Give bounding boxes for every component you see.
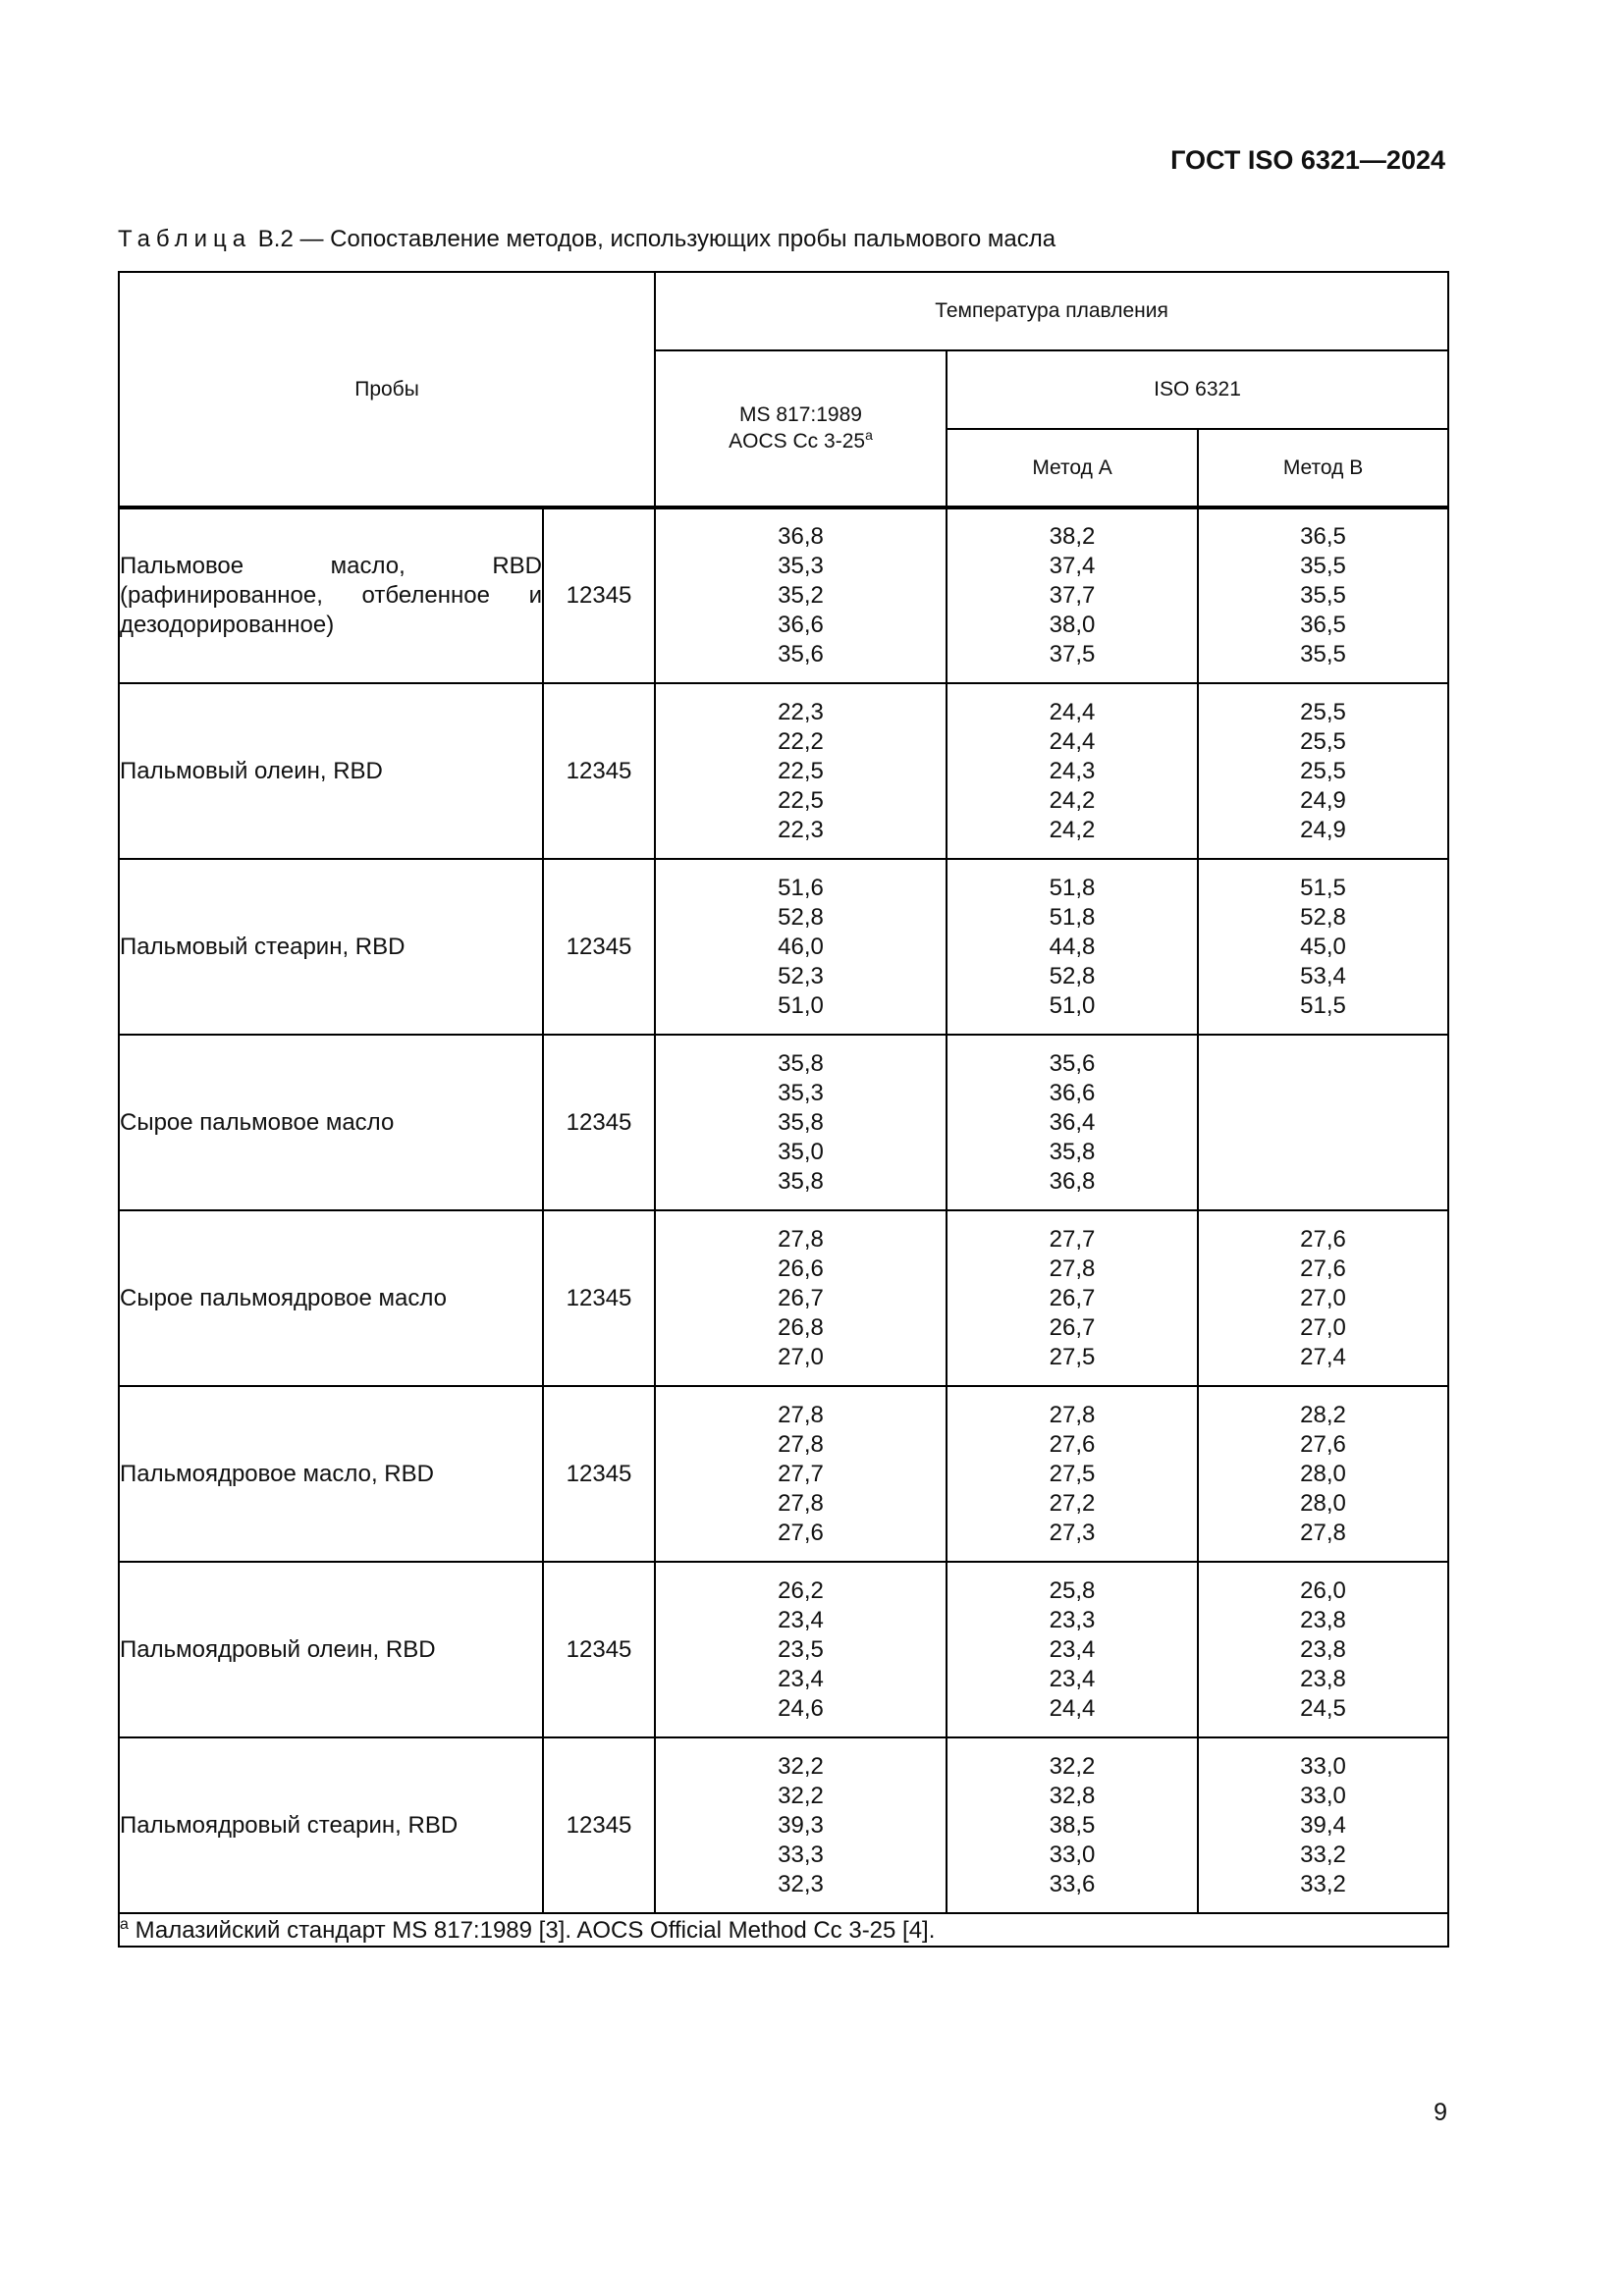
method-b-cell-value: 33,0 [1300,1782,1346,1809]
sample-group-row [119,683,1448,859]
replicate-index-cell [543,1386,655,1562]
replicate-index-cell-value: 2 [578,1284,593,1311]
ms-aocs-cell-value: 24,6 [778,1694,824,1722]
replicate-index-cell-value: 2 [578,757,593,784]
ms-header-footnote-mark: a [865,427,873,443]
replicate-index-cell-value: 4 [605,933,620,960]
method-a-cell-value: 23,3 [1049,1606,1096,1633]
method-a-cell-value: 35,8 [1049,1138,1096,1165]
method-b-cell-value: 33,2 [1300,1870,1346,1897]
sample-group-row [119,1386,1448,1562]
ms-aocs-cell-value: 46,0 [778,933,824,960]
sample-group-row [119,1737,1448,1913]
ms-aocs-cell-value: 23,5 [778,1635,824,1663]
replicate-index-cell-value: 5 [619,582,632,609]
method-b-cell-value: 35,5 [1300,582,1346,609]
method-b-cell-value: 23,8 [1300,1606,1346,1633]
ms-aocs-cell-value: 51,0 [778,991,824,1019]
method-b-cell-value: 27,0 [1300,1284,1346,1311]
iso-6321-header: ISO 6321 [947,350,1448,429]
method-a-header: Метод А [947,429,1198,507]
method-a-cell-value: 37,5 [1049,641,1096,667]
method-a-cell [947,1386,1198,1562]
replicate-index-cell-value: 1 [566,1284,579,1311]
ms-aocs-cell-value: 35,8 [778,1108,824,1136]
sample-name: Сырое пальмоядровое масло [119,1210,543,1386]
method-b-cell-value: 27,6 [1300,1225,1346,1253]
replicate-index-cell-value: 3 [592,1635,606,1663]
method-a-cell-value: 36,6 [1049,1079,1096,1106]
ms-aocs-cell-value: 33,3 [778,1841,824,1868]
method-a-cell-value: 51,8 [1049,903,1096,931]
method-a-cell [947,1035,1198,1210]
replicate-index-cell-value: 1 [566,582,579,609]
ms-aocs-cell-value: 22,2 [778,727,824,755]
method-a-cell-value: 51,0 [1049,991,1096,1019]
method-a-cell-value: 24,4 [1049,727,1096,755]
replicate-index-cell [543,1737,655,1913]
replicate-index-cell-value: 1 [566,1460,579,1487]
method-b-cell-value: 45,0 [1300,933,1346,960]
method-b-cell-value: 25,5 [1300,727,1346,755]
ms-aocs-cell-value: 27,0 [778,1343,824,1370]
method-b-cell-value: 24,5 [1300,1694,1346,1722]
ms-aocs-cell-value: 26,8 [778,1313,824,1341]
method-a-cell [947,507,1198,683]
ms-aocs-cell-value: 22,5 [778,757,824,784]
sample-name: Пальмоядровый олеин, RBD [119,1562,543,1737]
method-a-cell-value: 27,8 [1049,1401,1096,1428]
method-a-cell-value: 38,0 [1049,612,1096,638]
method-b-cell-value: 27,8 [1300,1519,1346,1546]
replicate-index-cell-value: 3 [592,933,606,960]
ms-aocs-cell-value: 39,3 [778,1811,824,1839]
method-a-cell-value: 27,3 [1049,1519,1096,1546]
ms-header-line2: AOCS Cc 3-25 [729,430,866,453]
method-b-cell-value: 51,5 [1300,874,1346,901]
ms-aocs-cell-value: 32,2 [778,1782,824,1809]
method-b-cell-value: 51,5 [1300,991,1346,1019]
ms-aocs-cell-value: 35,2 [778,582,824,609]
ms-aocs-cell-value: 26,2 [778,1576,824,1604]
replicate-index-cell-value: 5 [619,1811,632,1839]
method-a-cell-value: 25,8 [1049,1576,1096,1604]
replicate-index-cell-value: 4 [605,1635,620,1663]
method-b-cell-value: 36,5 [1300,523,1346,550]
ms-aocs-cell [655,1562,947,1737]
ms-aocs-cell [655,1386,947,1562]
method-a-cell-value: 26,7 [1049,1313,1096,1341]
ms-aocs-cell-value: 27,8 [778,1401,824,1428]
replicate-index-cell-value: 4 [605,1108,620,1136]
method-b-cell-value: 53,4 [1300,962,1346,989]
method-b-cell [1198,507,1448,683]
method-b-cell-value: 33,2 [1300,1841,1346,1868]
sample-name: Пальмоядровый стеарин, RBD [119,1737,543,1913]
method-a-cell-value: 36,8 [1049,1167,1096,1195]
ms-aocs-cell-value: 27,6 [778,1519,824,1546]
replicate-index-cell [543,1562,655,1737]
method-a-cell-value: 27,8 [1049,1255,1096,1282]
method-a-cell-value: 36,4 [1049,1108,1096,1136]
ms-aocs-cell-value: 52,8 [778,903,824,931]
sample-group-row [119,1035,1448,1210]
method-a-cell [947,1737,1198,1913]
footnote-mark: a [120,1915,129,1933]
method-b-cell-value: 35,5 [1300,553,1346,579]
ms-aocs-cell-value: 35,6 [778,641,824,667]
ms-aocs-cell-value: 23,4 [778,1606,824,1633]
melting-point-header: Температура плавления [655,272,1448,350]
ms-aocs-cell-value: 23,4 [778,1665,824,1692]
method-b-cell [1198,1210,1448,1386]
method-b-cell [1198,1562,1448,1737]
comparison-table [118,271,1449,1948]
method-a-cell-value: 24,4 [1049,698,1096,725]
ms-aocs-cell-value: 32,3 [778,1870,824,1897]
method-a-cell [947,1562,1198,1737]
method-a-cell-value: 24,3 [1049,757,1096,784]
method-b-cell-value: 27,6 [1300,1255,1346,1282]
method-b-cell [1198,1737,1448,1913]
ms-aocs-cell-value: 35,3 [778,1079,824,1106]
replicate-index-cell-value: 1 [566,1635,579,1663]
method-b-cell-value: 27,0 [1300,1313,1346,1341]
method-b-cell-value: 26,0 [1300,1576,1346,1604]
replicate-index-cell-value: 2 [578,1811,593,1839]
footnote-row [119,1913,1448,1947]
sample-group-row [119,859,1448,1035]
method-a-cell-value: 24,2 [1049,786,1096,814]
method-a-cell-value: 44,8 [1049,933,1096,960]
sample-name: Пальмовый стеарин, RBD [119,859,543,1035]
replicate-index-cell [543,859,655,1035]
replicate-index-cell-value: 4 [605,1460,620,1487]
method-a-cell [947,683,1198,859]
samples-header: Пробы [119,272,655,507]
replicate-index-cell [543,683,655,859]
document-standard-header: ГОСТ ISO 6321—2024 [1170,145,1445,175]
ms-aocs-cell-value: 51,6 [778,874,824,901]
replicate-index-cell-value: 1 [566,1108,579,1136]
method-a-cell-value: 24,2 [1049,816,1096,843]
replicate-index-cell-value: 5 [619,1635,632,1663]
table-caption-prefix: Таблица [118,226,252,252]
table-footnote [119,1913,1448,1947]
replicate-index-cell-value: 5 [619,1108,632,1136]
replicate-index-cell-value: 4 [605,582,620,609]
method-a-cell-value: 27,7 [1049,1225,1096,1253]
method-b-cell-value: 52,8 [1300,903,1346,931]
replicate-index-cell-value: 4 [605,757,620,784]
method-a-cell-value: 27,5 [1049,1460,1096,1487]
sample-name: Пальмовый олеин, RBD [119,683,543,859]
method-a-cell-value: 32,8 [1049,1782,1096,1809]
replicate-index-cell-value: 2 [578,933,593,960]
header-row-1 [119,272,1448,350]
replicate-index-cell-value: 2 [578,1460,593,1487]
replicate-index-cell-value: 3 [592,1460,606,1487]
replicate-index-cell-value: 5 [619,1460,632,1487]
ms-aocs-cell-value: 26,6 [778,1255,824,1282]
replicate-index-cell-value: 2 [578,1108,593,1136]
method-b-header: Метод В [1198,429,1448,507]
method-b-cell-value: 23,8 [1300,1635,1346,1663]
sample-name: Сырое пальмовое масло [119,1035,543,1210]
replicate-index-cell [543,507,655,683]
ms-header-line1: MS 817:1989 [739,403,862,426]
replicate-index-cell-value: 2 [578,1635,593,1663]
replicate-index-cell-value: 5 [619,1284,632,1311]
method-b-cell [1198,1035,1448,1210]
sample-group-row [119,507,1448,683]
ms-aocs-cell-value: 27,8 [778,1430,824,1458]
method-a-cell-value: 27,6 [1049,1430,1096,1458]
replicate-index-cell-value: 3 [592,1108,606,1136]
method-a-cell-value: 37,7 [1049,582,1096,609]
method-a-cell-value: 37,4 [1049,553,1096,579]
replicate-index-cell-value: 5 [619,757,632,784]
method-b-cell-value: 36,5 [1300,612,1346,638]
replicate-index-cell-value: 2 [578,582,593,609]
method-a-cell-value: 38,2 [1049,523,1096,550]
ms-aocs-cell [655,683,947,859]
table-caption-text: В.2 — Сопоставление методов, использующих пробы пальмового масла [257,226,1056,252]
ms-aocs-cell-value: 32,2 [778,1752,824,1780]
method-b-cell-value: 23,8 [1300,1665,1346,1692]
method-b-cell-value: 27,4 [1300,1343,1346,1370]
replicate-index-cell-value: 4 [605,1811,620,1839]
ms-aocs-cell-value: 27,8 [778,1225,824,1253]
method-b-cell-value: 39,4 [1300,1811,1346,1839]
method-a-cell [947,859,1198,1035]
ms-aocs-cell-value: 26,7 [778,1284,824,1311]
replicate-index-cell-value: 3 [592,1284,606,1311]
ms-aocs-cell-value: 22,3 [778,816,824,843]
method-a-cell-value: 38,5 [1049,1811,1096,1839]
replicate-index-cell [543,1210,655,1386]
ms-aocs-cell-value: 52,3 [778,962,824,989]
ms-aocs-cell [655,859,947,1035]
method-b-cell-value: 24,9 [1300,786,1346,814]
replicate-index-cell-value: 1 [566,757,579,784]
method-a-cell-value: 35,6 [1049,1049,1096,1077]
sample-group-row [119,1562,1448,1737]
method-a-cell-value: 33,6 [1049,1870,1096,1897]
method-a-cell-value: 51,8 [1049,874,1096,901]
replicate-index-cell-value: 5 [619,933,632,960]
replicate-index-cell-value: 3 [592,757,606,784]
sample-name: Пальмоядровое масло, RBD [119,1386,543,1562]
ms-aocs-cell [655,1210,947,1386]
method-b-cell-value: 27,6 [1300,1430,1346,1458]
method-a-cell-value: 32,2 [1049,1752,1096,1780]
method-b-cell-value: 25,5 [1300,757,1346,784]
method-b-cell-value: 33,0 [1300,1752,1346,1780]
ms-aocs-cell-value: 27,7 [778,1460,824,1487]
method-b-cell-value: 35,5 [1300,641,1346,667]
method-a-cell-value: 52,8 [1049,962,1096,989]
replicate-index-cell-value: 1 [566,1811,579,1839]
method-a-cell-value: 23,4 [1049,1665,1096,1692]
method-b-cell-value: 24,9 [1300,816,1346,843]
ms-aocs-cell-value: 35,8 [778,1049,824,1077]
ms-aocs-cell-value: 22,3 [778,698,824,725]
replicate-index-cell-value: 4 [605,1284,620,1311]
table-caption [118,226,1056,253]
ms-aocs-cell-value: 36,8 [778,523,824,550]
ms-aocs-cell-value: 27,8 [778,1489,824,1517]
method-b-cell-value: 28,0 [1300,1489,1346,1517]
method-a-cell-value: 23,4 [1049,1635,1096,1663]
method-a-cell-value: 33,0 [1049,1841,1096,1868]
method-a-cell [947,1210,1198,1386]
replicate-index-cell-value: 1 [566,933,579,960]
ms-aocs-cell [655,507,947,683]
method-b-cell [1198,859,1448,1035]
sample-group-row [119,1210,1448,1386]
ms-aocs-cell-value: 36,6 [778,612,824,638]
replicate-index-cell-value: 3 [592,582,606,609]
page-number: 9 [1434,2099,1447,2126]
method-b-cell-value: 25,5 [1300,698,1346,725]
ms-aocs-cell-value: 35,3 [778,553,824,579]
footnote-text: Малазийский стандарт MS 817:1989 [3]. AOCS Official Method Cc 3-25 [4]. [135,1916,936,1944]
ms-aocs-cell-value: 35,0 [778,1138,824,1165]
method-b-cell-value: 28,0 [1300,1460,1346,1487]
method-a-cell-value: 26,7 [1049,1284,1096,1311]
ms-aocs-cell [655,1737,947,1913]
sample-name: Пальмовое масло, RBD (рафинированное, отбеленное и дезодорированное) [119,507,543,683]
method-b-cell [1198,683,1448,859]
ms-aocs-cell-value: 35,8 [778,1167,824,1195]
method-b-cell-value: 28,2 [1300,1401,1346,1428]
method-b-cell [1198,1386,1448,1562]
ms-aocs-cell [655,1035,947,1210]
method-a-cell-value: 27,2 [1049,1489,1096,1517]
replicate-index-cell-value: 3 [592,1811,606,1839]
method-a-cell-value: 27,5 [1049,1343,1096,1370]
replicate-index-cell [543,1035,655,1210]
method-a-cell-value: 24,4 [1049,1694,1096,1722]
ms-aocs-cell-value: 22,5 [778,786,824,814]
ms-aocs-header [655,350,947,507]
